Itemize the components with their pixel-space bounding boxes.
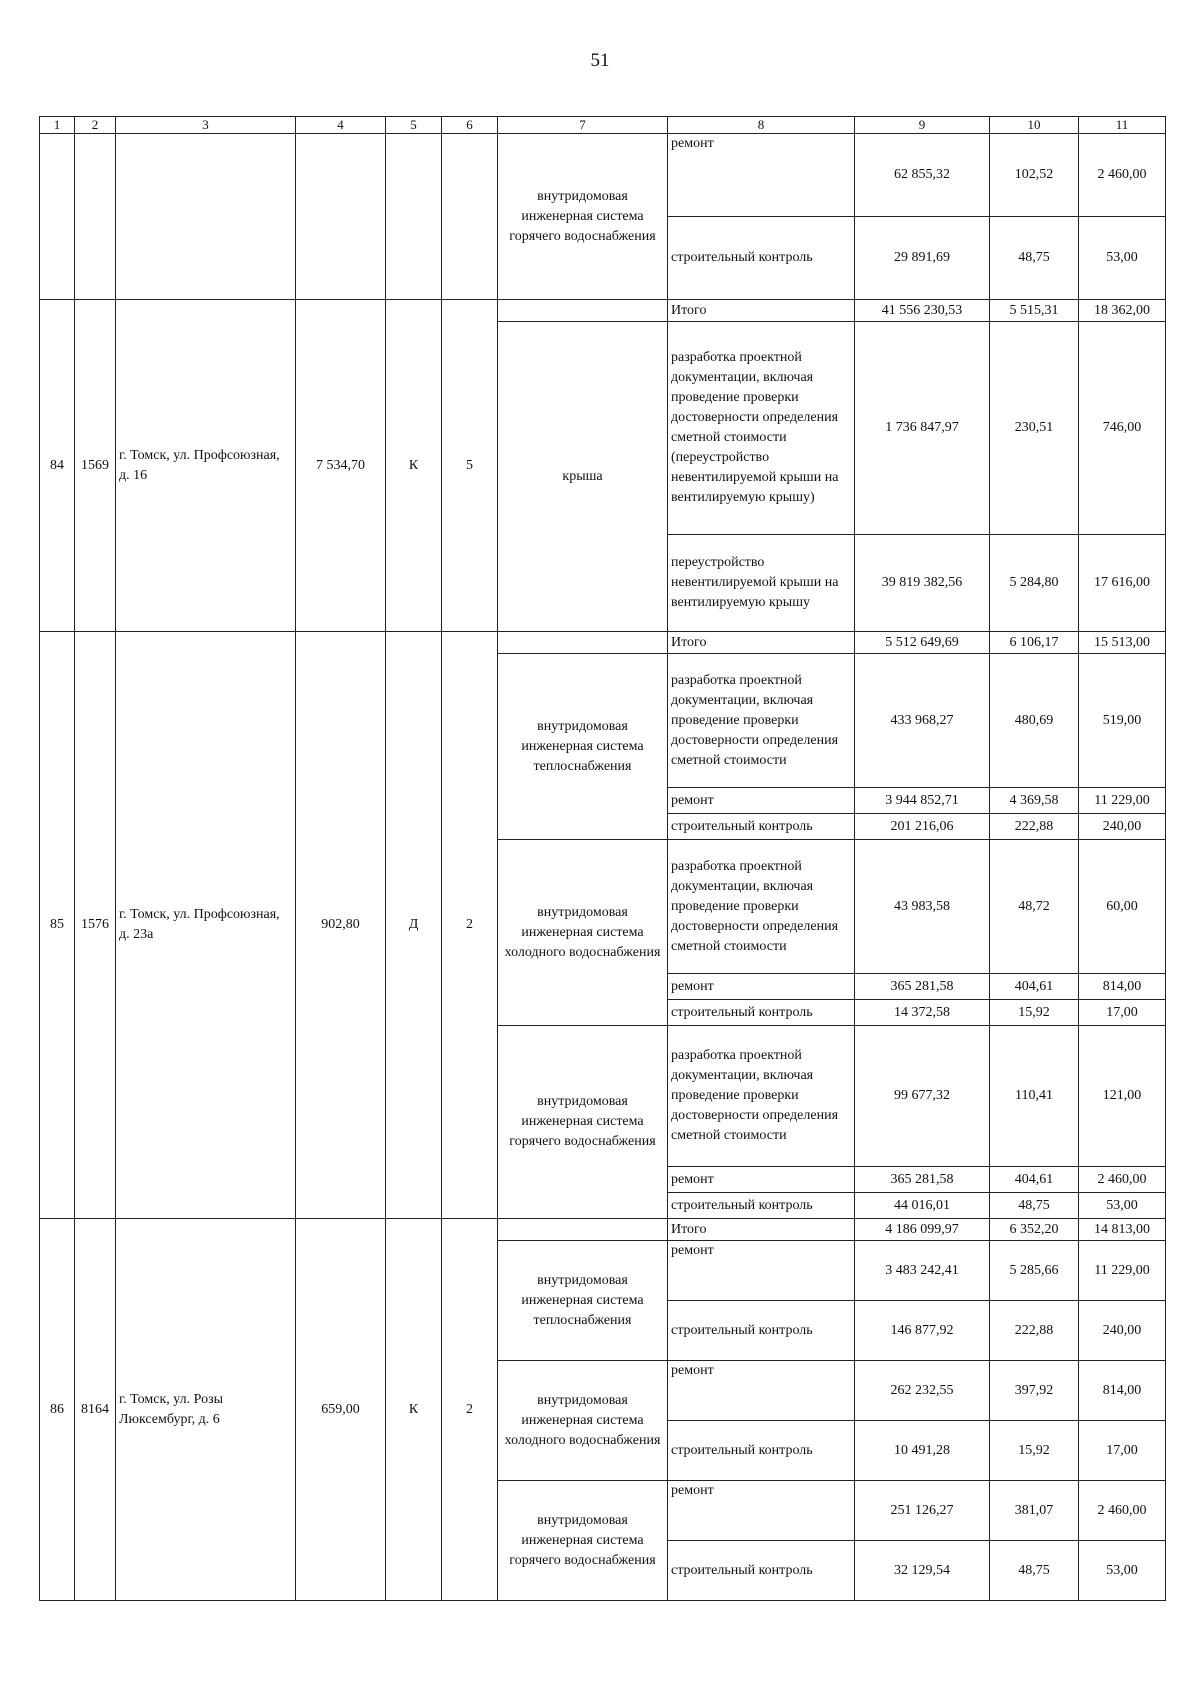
unit-cost-cell: 222,88	[990, 814, 1079, 840]
unit-cost-cell: 5 284,80	[990, 535, 1079, 632]
cost-cell: 99 677,32	[855, 1026, 990, 1167]
limit-cost-cell: 60,00	[1079, 840, 1166, 974]
unit-cost-cell: 48,75	[990, 1541, 1079, 1601]
work-cell: ремонт	[668, 1481, 855, 1541]
cost-cell: 3 944 852,71	[855, 788, 990, 814]
limit-cost-cell: 814,00	[1079, 974, 1166, 1000]
work-cell: разработка проектной документации, включая проведение проверки достоверности определения сметной стоимости	[668, 654, 855, 788]
limit-cost-cell: 814,00	[1079, 1361, 1166, 1421]
unit-cost-cell: 404,61	[990, 974, 1079, 1000]
work-cell: строительный контроль	[668, 1301, 855, 1361]
floors-cell: 2	[442, 632, 498, 1219]
repair-schedule-table	[39, 116, 1166, 1601]
cost-cell: 1 736 847,97	[855, 322, 990, 535]
work-cell: строительный контроль	[668, 814, 855, 840]
column-header-row	[40, 117, 1166, 134]
address-cell: г. Томск, ул. Профсоюзная, д. 23а	[116, 632, 296, 1219]
unit-cost-cell: 222,88	[990, 1301, 1079, 1361]
limit-cost-cell: 53,00	[1079, 1193, 1166, 1219]
area-cell: 902,80	[296, 632, 386, 1219]
column-header: 4	[296, 117, 386, 134]
row-number: 86	[40, 1219, 75, 1601]
work-cell: разработка проектной документации, включая проведение проверки достоверности определения сметной стоимости	[668, 840, 855, 974]
limit-cost-cell: 240,00	[1079, 1301, 1166, 1361]
column-header: 7	[498, 117, 668, 134]
unit-cost-cell: 404,61	[990, 1167, 1079, 1193]
cost-cell: 3 483 242,41	[855, 1241, 990, 1301]
work-cell: разработка проектной документации, включая проведение проверки достоверности определения сметной стоимости	[668, 1026, 855, 1167]
system-cell: внутридомовая инженерная система горячего водоснабжения	[498, 1026, 668, 1219]
floors-cell: 5	[442, 300, 498, 632]
total-cost: 41 556 230,53	[855, 300, 990, 322]
address-cell: г. Томск, ул. Розы Люксембург, д. 6	[116, 1219, 296, 1601]
column-header: 3	[116, 117, 296, 134]
limit-cost-cell: 2 460,00	[1079, 134, 1166, 217]
limit-cost-cell: 519,00	[1079, 654, 1166, 788]
limit-cost-cell: 17,00	[1079, 1000, 1166, 1026]
unit-cost-cell: 230,51	[990, 322, 1079, 535]
limit-cost-cell: 17 616,00	[1079, 535, 1166, 632]
cost-cell: 32 129,54	[855, 1541, 990, 1601]
cost-cell: 14 372,58	[855, 1000, 990, 1026]
column-header: 11	[1079, 117, 1166, 134]
total-label: Итого	[668, 1219, 855, 1241]
total-row	[40, 300, 1166, 322]
cost-cell: 44 016,01	[855, 1193, 990, 1219]
work-cell: строительный контроль	[668, 1193, 855, 1219]
cost-cell: 251 126,27	[855, 1481, 990, 1541]
limit-cost-cell: 121,00	[1079, 1026, 1166, 1167]
work-cell: ремонт	[668, 788, 855, 814]
work-cell: разработка проектной документации, включая проведение проверки достоверности определения сметной стоимости (переустройство невентилируемой крыши на вентилируемую крышу)	[668, 322, 855, 535]
system-cell: внутридомовая инженерная система горячего водоснабжения	[498, 1481, 668, 1601]
total-unit-cost: 5 515,31	[990, 300, 1079, 322]
limit-cost-cell: 746,00	[1079, 322, 1166, 535]
address-cell: г. Томск, ул. Профсоюзная, д. 16	[116, 300, 296, 632]
unit-cost-cell: 48,72	[990, 840, 1079, 974]
total-cost: 5 512 649,69	[855, 632, 990, 654]
cost-cell: 201 216,06	[855, 814, 990, 840]
limit-cost-cell: 17,00	[1079, 1421, 1166, 1481]
cost-cell: 365 281,58	[855, 974, 990, 1000]
work-cell: ремонт	[668, 974, 855, 1000]
total-cost: 4 186 099,97	[855, 1219, 990, 1241]
unit-cost-cell: 110,41	[990, 1026, 1079, 1167]
system-cell: внутридомовая инженерная система теплоснабжения	[498, 1241, 668, 1361]
house-code: 1569	[75, 300, 116, 632]
cost-cell: 365 281,58	[855, 1167, 990, 1193]
work-cell: ремонт	[668, 134, 855, 217]
system-cell: внутридомовая инженерная система теплоснабжения	[498, 654, 668, 840]
unit-cost-cell: 397,92	[990, 1361, 1079, 1421]
total-label: Итого	[668, 300, 855, 322]
page-number: 51	[590, 50, 610, 71]
cost-cell: 10 491,28	[855, 1421, 990, 1481]
limit-cost-cell: 53,00	[1079, 217, 1166, 300]
work-cell: ремонт	[668, 1167, 855, 1193]
system-cell: внутридомовая инженерная система холодного водоснабжения	[498, 1361, 668, 1481]
cost-cell: 29 891,69	[855, 217, 990, 300]
total-limit-cost: 15 513,00	[1079, 632, 1166, 654]
total-limit-cost: 18 362,00	[1079, 300, 1166, 322]
system-cell: крыша	[498, 322, 668, 632]
unit-cost-cell: 4 369,58	[990, 788, 1079, 814]
unit-cost-cell: 15,92	[990, 1000, 1079, 1026]
floors-cell: 2	[442, 1219, 498, 1601]
type-cell: К	[386, 1219, 442, 1601]
house-code: 8164	[75, 1219, 116, 1601]
work-cell: ремонт	[668, 1361, 855, 1421]
area-cell: 659,00	[296, 1219, 386, 1601]
table-row	[40, 134, 1166, 217]
system-cell: внутридомовая инженерная система холодного водоснабжения	[498, 840, 668, 1026]
total-row	[40, 1219, 1166, 1241]
column-header: 2	[75, 117, 116, 134]
column-header: 10	[990, 117, 1079, 134]
unit-cost-cell: 480,69	[990, 654, 1079, 788]
cost-cell: 262 232,55	[855, 1361, 990, 1421]
unit-cost-cell: 5 285,66	[990, 1241, 1079, 1301]
limit-cost-cell: 11 229,00	[1079, 1241, 1166, 1301]
work-cell: переустройство невентилируемой крыши на вентилируемую крышу	[668, 535, 855, 632]
work-cell: строительный контроль	[668, 1541, 855, 1601]
limit-cost-cell: 11 229,00	[1079, 788, 1166, 814]
unit-cost-cell: 48,75	[990, 1193, 1079, 1219]
house-code: 1576	[75, 632, 116, 1219]
limit-cost-cell: 53,00	[1079, 1541, 1166, 1601]
work-cell: строительный контроль	[668, 1421, 855, 1481]
total-label: Итого	[668, 632, 855, 654]
column-header: 9	[855, 117, 990, 134]
total-unit-cost: 6 352,20	[990, 1219, 1079, 1241]
unit-cost-cell: 381,07	[990, 1481, 1079, 1541]
limit-cost-cell: 240,00	[1079, 814, 1166, 840]
total-limit-cost: 14 813,00	[1079, 1219, 1166, 1241]
limit-cost-cell: 2 460,00	[1079, 1481, 1166, 1541]
column-header: 5	[386, 117, 442, 134]
unit-cost-cell: 48,75	[990, 217, 1079, 300]
type-cell: Д	[386, 632, 442, 1219]
system-cell: внутридомовая инженерная система горячего водоснабжения	[498, 134, 668, 300]
cost-cell: 62 855,32	[855, 134, 990, 217]
row-number: 84	[40, 300, 75, 632]
cost-cell: 39 819 382,56	[855, 535, 990, 632]
unit-cost-cell: 15,92	[990, 1421, 1079, 1481]
work-cell: ремонт	[668, 1241, 855, 1301]
column-header: 1	[40, 117, 75, 134]
limit-cost-cell: 2 460,00	[1079, 1167, 1166, 1193]
work-cell: строительный контроль	[668, 217, 855, 300]
work-cell: строительный контроль	[668, 1000, 855, 1026]
cost-cell: 43 983,58	[855, 840, 990, 974]
cost-cell: 146 877,92	[855, 1301, 990, 1361]
type-cell: К	[386, 300, 442, 632]
total-unit-cost: 6 106,17	[990, 632, 1079, 654]
area-cell: 7 534,70	[296, 300, 386, 632]
column-header: 8	[668, 117, 855, 134]
column-header: 6	[442, 117, 498, 134]
unit-cost-cell: 102,52	[990, 134, 1079, 217]
total-row	[40, 632, 1166, 654]
row-number: 85	[40, 632, 75, 1219]
cost-cell: 433 968,27	[855, 654, 990, 788]
